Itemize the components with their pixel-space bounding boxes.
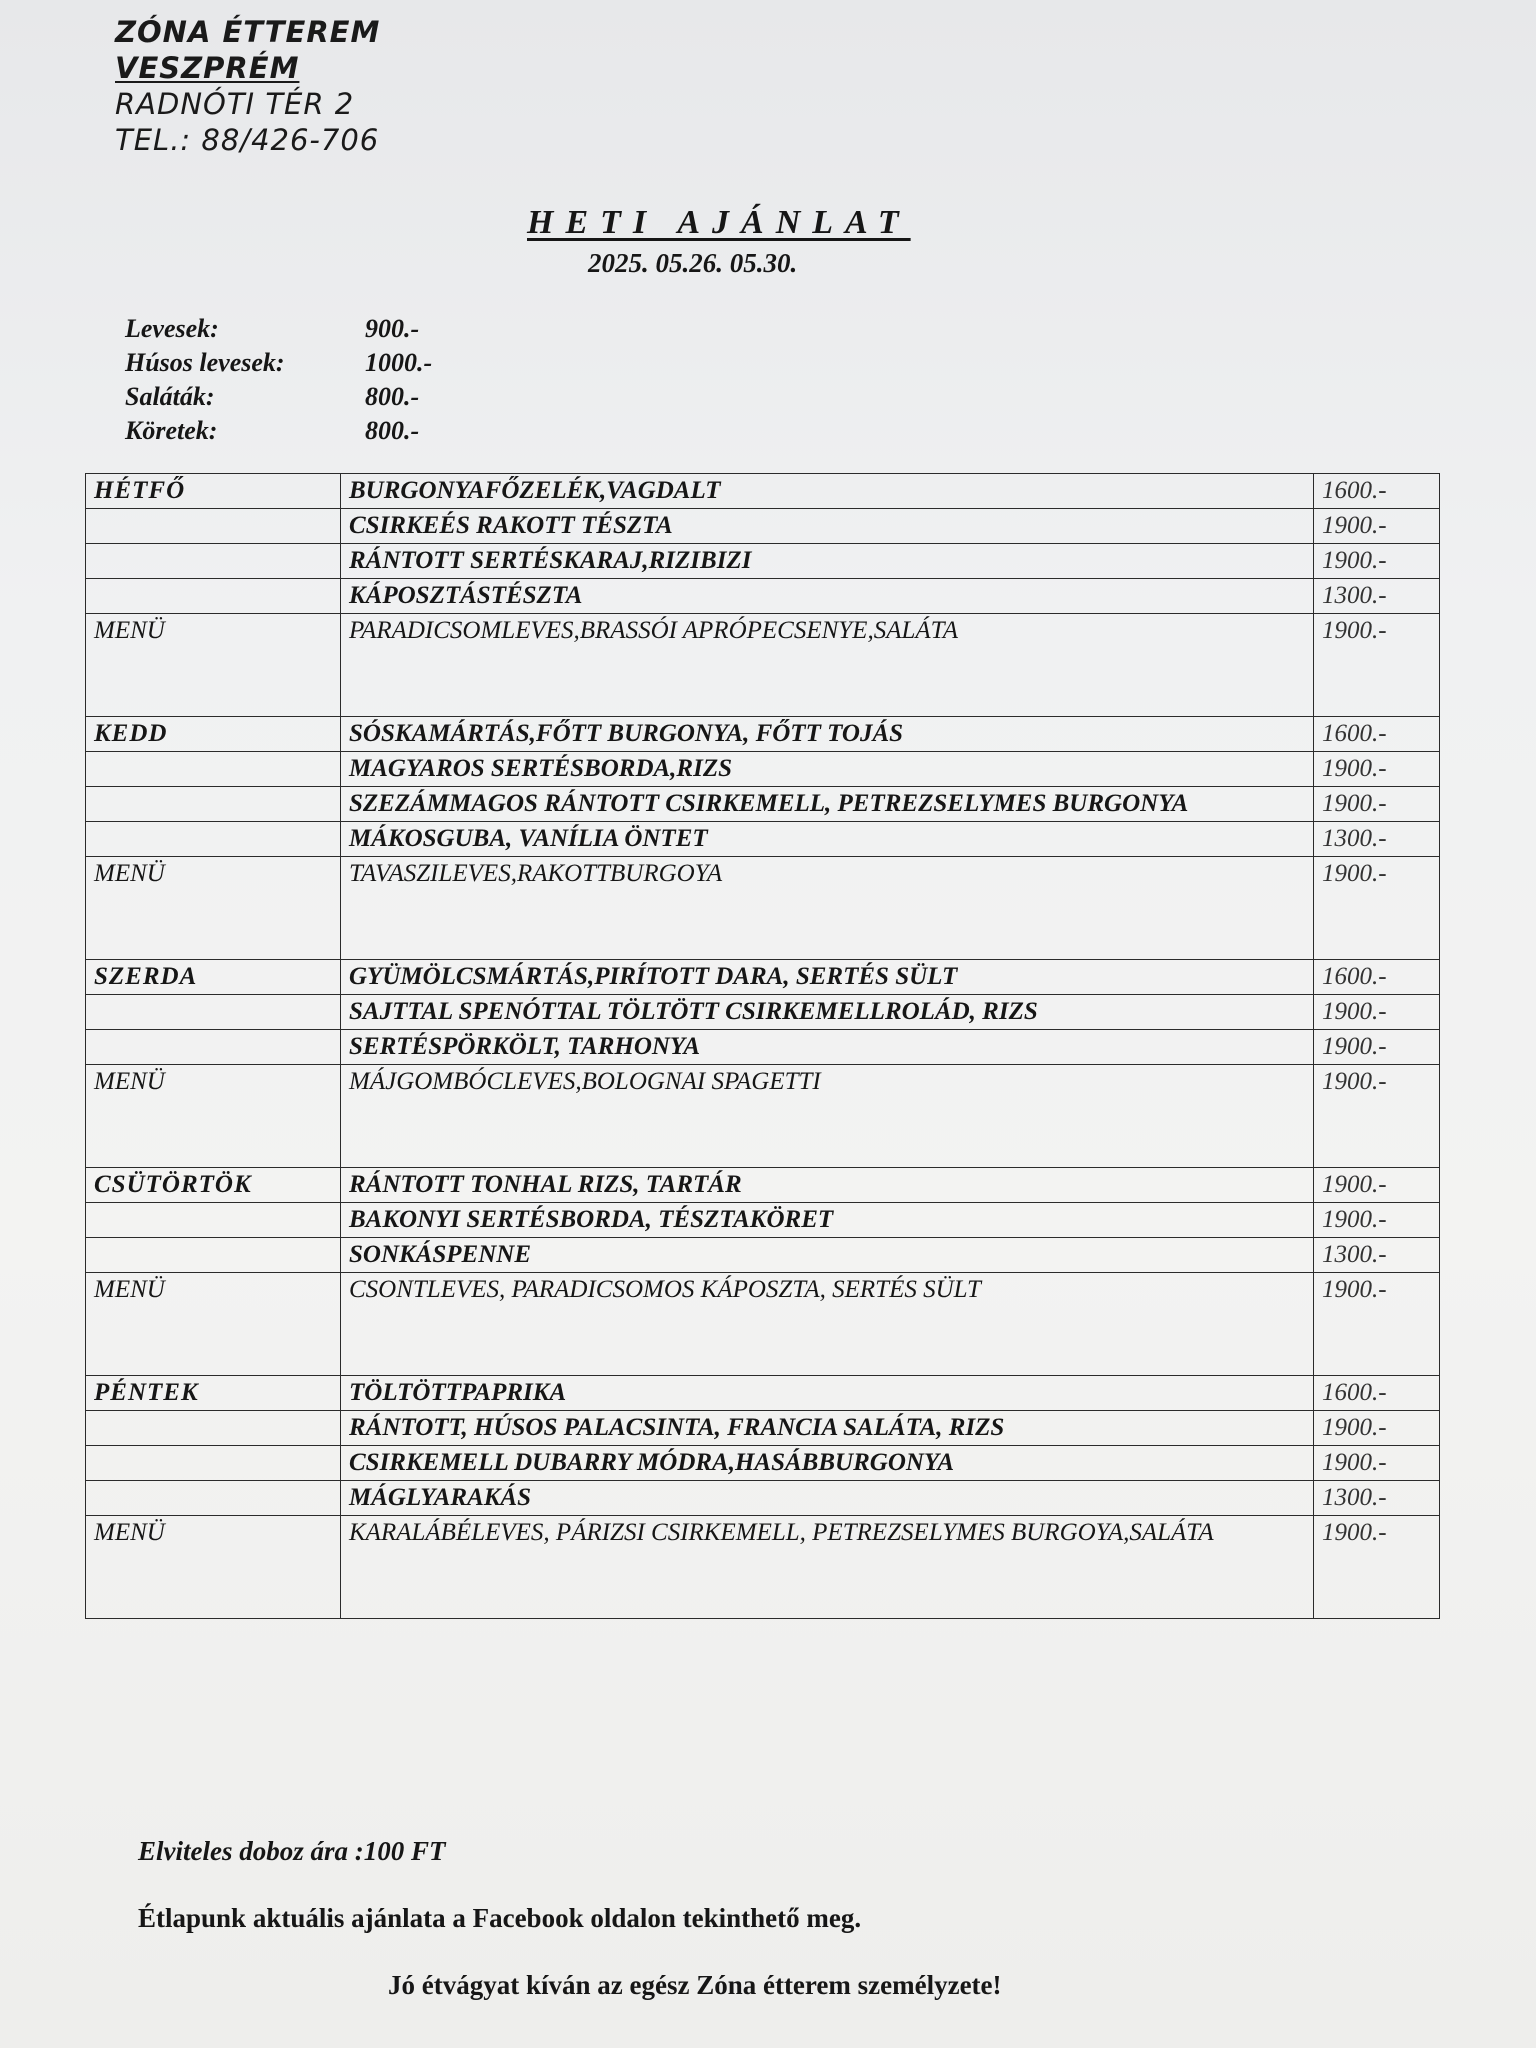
day-name: HÉTFŐ [86, 474, 341, 509]
table-row [86, 579, 1440, 614]
dish-price: 1600.- [1314, 717, 1440, 752]
empty-cell [86, 822, 341, 857]
side-price-label: Húsos levesek: [125, 348, 285, 377]
table-row [86, 787, 1440, 822]
page-title: HETI AJÁNLAT [527, 204, 911, 241]
dish-name: SÓSKAMÁRTÁS,FŐTT BURGONYA, FŐTT TOJÁS [341, 717, 1314, 752]
side-price-label: Levesek: [125, 314, 219, 343]
dish-price: 1900.- [1314, 1203, 1440, 1238]
dish-name: RÁNTOTT, HÚSOS PALACSINTA, FRANCIA SALÁTA, RIZS [341, 1411, 1314, 1446]
side-price-value: 900.- [365, 314, 420, 343]
dish-name: KÁPOSZTÁSTÉSZTA [341, 579, 1314, 614]
day-name: PÉNTEK [86, 1376, 341, 1411]
dish-price: 1300.- [1314, 1481, 1440, 1516]
menu-price: 1900.- [1314, 1516, 1440, 1619]
table-row [86, 1030, 1440, 1065]
dish-name: MAGYAROS SERTÉSBORDA,RIZS [341, 752, 1314, 787]
menu-dishes: MÁJGOMBÓCLEVES,BOLOGNAI SPAGETTI [341, 1065, 1314, 1168]
restaurant-address: RADNÓTI TÉR 2 [115, 87, 355, 121]
table-row [86, 1238, 1440, 1273]
empty-cell [86, 752, 341, 787]
dish-price: 1900.- [1314, 509, 1440, 544]
empty-cell [86, 1481, 341, 1516]
dish-price: 1300.- [1314, 822, 1440, 857]
menu-dishes: KARALÁBÉLEVES, PÁRIZSI CSIRKEMELL, PETREZSELYMES BURGOYA,SALÁTA [341, 1516, 1314, 1619]
dish-name: TÖLTÖTTPAPRIKA [341, 1376, 1314, 1411]
menu-label: MENÜ [86, 1516, 341, 1619]
menu-row [86, 857, 1440, 960]
dish-price: 1900.- [1314, 544, 1440, 579]
dish-name: MÁKOSGUBA, VANÍLIA ÖNTET [341, 822, 1314, 857]
table-row [86, 1481, 1440, 1516]
menu-price: 1900.- [1314, 857, 1440, 960]
dish-price: 1900.- [1314, 1411, 1440, 1446]
menu-row [86, 1516, 1440, 1619]
menu-label: MENÜ [86, 857, 341, 960]
greeting-note: Jó étvágyat kíván az egész Zóna étterem személyzete! [388, 1970, 1002, 2000]
empty-cell [86, 1446, 341, 1481]
side-price-value: 1000.- [365, 348, 433, 377]
menu-label: MENÜ [86, 1273, 341, 1376]
dish-name: MÁGLYARAKÁS [341, 1481, 1314, 1516]
footer-notes [138, 1836, 1002, 2001]
dish-name: SERTÉSPÖRKÖLT, TARHONYA [341, 1030, 1314, 1065]
dish-name: RÁNTOTT TONHAL RIZS, TARTÁR [341, 1168, 1314, 1203]
menu-price: 1900.- [1314, 614, 1440, 717]
dish-name: SAJTTAL SPENÓTTAL TÖLTÖTT CSIRKEMELLROLÁD, RIZS [341, 995, 1314, 1030]
empty-cell [86, 1030, 341, 1065]
side-price-row [125, 380, 432, 414]
empty-cell [86, 995, 341, 1030]
menu-row [86, 614, 1440, 717]
restaurant-name: ZÓNA ÉTTEREM [115, 15, 381, 49]
table-row [86, 1411, 1440, 1446]
empty-cell [86, 579, 341, 614]
facebook-note: Étlapunk aktuális ajánlata a Facebook oldalon tekinthető meg. [138, 1903, 862, 1933]
side-price-value: 800.- [365, 416, 420, 445]
side-price-value: 800.- [365, 382, 420, 411]
table-row [86, 752, 1440, 787]
dish-name: BAKONYI SERTÉSBORDA, TÉSZTAKÖRET [341, 1203, 1314, 1238]
dish-price: 1900.- [1314, 752, 1440, 787]
menu-row [86, 1273, 1440, 1376]
dish-name: SZEZÁMMAGOS RÁNTOTT CSIRKEMELL, PETREZSELYMES BURGONYA [341, 787, 1314, 822]
day-name: SZERDA [86, 960, 341, 995]
dish-price: 1600.- [1314, 1376, 1440, 1411]
day-name: CSÜTÖRTÖK [86, 1168, 341, 1203]
weekly-menu-table [85, 473, 1440, 1619]
dish-name: BURGONYAFŐZELÉK,VAGDALT [341, 474, 1314, 509]
table-row [86, 544, 1440, 579]
side-price-label: Saláták: [125, 382, 215, 411]
table-row [86, 960, 1440, 995]
dish-name: CSIRKEMELL DUBARRY MÓDRA,HASÁBBURGONYA [341, 1446, 1314, 1481]
table-row [86, 474, 1440, 509]
day-name: KEDD [86, 717, 341, 752]
dish-price: 1900.- [1314, 1168, 1440, 1203]
dish-name: RÁNTOTT SERTÉSKARAJ,RIZIBIZI [341, 544, 1314, 579]
dish-price: 1900.- [1314, 1030, 1440, 1065]
dish-price: 1900.- [1314, 1446, 1440, 1481]
empty-cell [86, 544, 341, 579]
empty-cell [86, 509, 341, 544]
dish-price: 1600.- [1314, 474, 1440, 509]
dish-name: SONKÁSPENNE [341, 1238, 1314, 1273]
restaurant-header [115, 14, 380, 158]
dish-name: GYÜMÖLCSMÁRTÁS,PIRÍTOTT DARA, SERTÉS SÜLT [341, 960, 1314, 995]
table-row [86, 822, 1440, 857]
menu-label: MENÜ [86, 1065, 341, 1168]
menu-price: 1900.- [1314, 1273, 1440, 1376]
dish-price: 1300.- [1314, 579, 1440, 614]
restaurant-phone: TEL.: 88/426-706 [115, 123, 380, 157]
side-price-row [125, 346, 432, 380]
menu-dishes: TAVASZILEVES,RAKOTTBURGOYA [341, 857, 1314, 960]
table-row [86, 717, 1440, 752]
menu-dishes: PARADICSOMLEVES,BRASSÓI APRÓPECSENYE,SALÁTA [341, 614, 1314, 717]
table-row [86, 1376, 1440, 1411]
menu-label: MENÜ [86, 614, 341, 717]
empty-cell [86, 1203, 341, 1238]
empty-cell [86, 1411, 341, 1446]
dish-price: 1900.- [1314, 787, 1440, 822]
side-price-list [125, 312, 432, 448]
dish-price: 1900.- [1314, 995, 1440, 1030]
week-dates: 2025. 05.26. 05.30. [588, 248, 798, 278]
side-price-row [125, 312, 432, 346]
table-row [86, 1446, 1440, 1481]
table-row [86, 1168, 1440, 1203]
menu-row [86, 1065, 1440, 1168]
dish-price: 1600.- [1314, 960, 1440, 995]
table-row [86, 995, 1440, 1030]
side-price-label: Köretek: [125, 416, 218, 445]
table-row [86, 509, 1440, 544]
empty-cell [86, 1238, 341, 1273]
empty-cell [86, 787, 341, 822]
menu-dishes: CSONTLEVES, PARADICSOMOS KÁPOSZTA, SERTÉS SÜLT [341, 1273, 1314, 1376]
table-row [86, 1203, 1440, 1238]
box-price-note: Elviteles doboz ára :100 FT [138, 1836, 446, 1866]
restaurant-city: VESZPRÉM [115, 51, 300, 85]
dish-price: 1300.- [1314, 1238, 1440, 1273]
side-price-row [125, 414, 432, 448]
menu-price: 1900.- [1314, 1065, 1440, 1168]
dish-name: CSIRKEÉS RAKOTT TÉSZTA [341, 509, 1314, 544]
